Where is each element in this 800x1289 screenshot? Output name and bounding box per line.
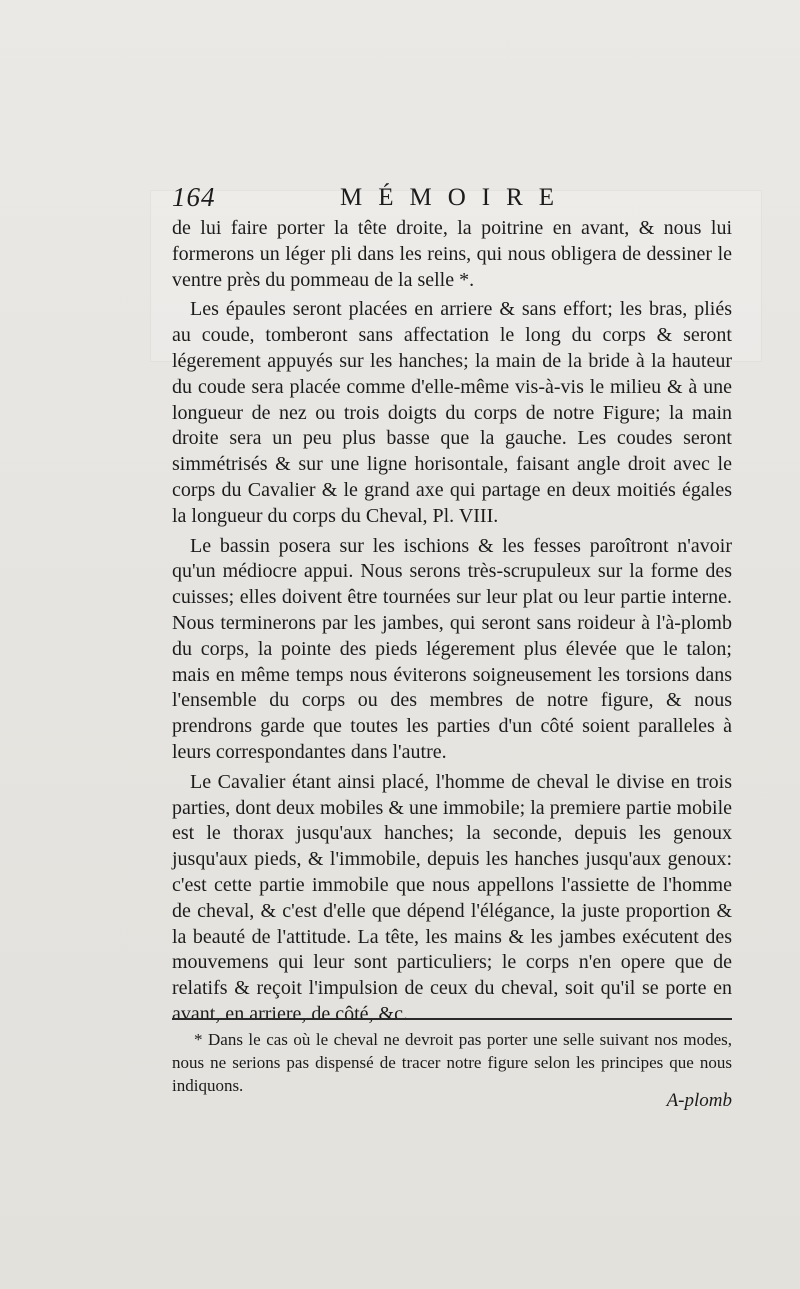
body-text [172, 216, 732, 1028]
paragraph-continuation: de lui faire porter la tête droite, la poitrine en avant, & nous lui formerons un léger pli dans les reins, qui nous obligera de dessiner le ventre près du pommeau de la selle *. [172, 217, 732, 291]
paragraph: Les épaules seront placées en arriere & sans effort; les bras, pliés au coude, tomberont sans affectation le long du corps & seront légerement appuyés sur les hanches; la main de la bride à la hauteur du coude sera placée comme d'elle-même vis-à-vis le milieu & à une longueur de nez ou trois doigts du corps de notre Figure; la main droite sera un peu plus basse que la gauche. Les coudes seront simmétrisés & sur une ligne horisontale, faisant angle droit avec le corps du Cavalier & le grand axe qui partage en deux moitiés égales la longueur du corps du Cheval, Pl. VIII. [172, 298, 732, 527]
paragraph: Le bassin posera sur les ischions & les fesses paroîtront n'avoir qu'un médiocre appui. Nous serons très-scrupuleux sur la forme des cuisses; elles doivent être tournées sur leur plat ou leur partie interne. Nous terminerons par les jambes, qui seront sans roideur à l'à-plomb du corps, la pointe des pieds légerement plus élevée que le talon; mais en même temps nous éviterons soigneusement les torsions dans l'ensemble du corps ou des membres de notre figure, & nous prendrons garde que toutes les parties d'un côté soient paralleles à leurs correspondantes dans l'autre. [172, 534, 732, 763]
footnote-divider [172, 1018, 732, 1020]
page-number: 164 [172, 182, 216, 212]
page-header [172, 182, 752, 218]
paragraph: Le Cavalier étant ainsi placé, l'homme de cheval le divise en trois parties, dont deux mobiles & une immobile; la premiere partie mobile est le thorax jusqu'aux hanches; la seconde, depuis les genoux jusqu'aux pieds, & l'immobile, depuis les hanches jusqu'aux genoux: c'est cette partie immobile que nous appellons l'assiette de l'homme de cheval, & c'est d'elle que dépend l'élégance, la juste proportion & la beauté de l'attitude. La tête, les mains & les jambes exécutent des mouvemens qui leur sont particuliers; le corps n'en opere que de relatifs & reçoit l'impulsion de ceux du cheval, soit qu'il se porte en avant, en arriere, de côté, &c. [172, 770, 732, 1025]
footnote [172, 1028, 732, 1097]
catchword: A-plomb [666, 1090, 732, 1111]
running-title: MÉMOIRE [340, 184, 571, 211]
footnote-text: * Dans le cas où le cheval ne devroit pas porter une selle suivant nos modes, nous ne serions pas dispensé de tracer notre figure selon les principes que nous indiquons. [172, 1030, 732, 1095]
